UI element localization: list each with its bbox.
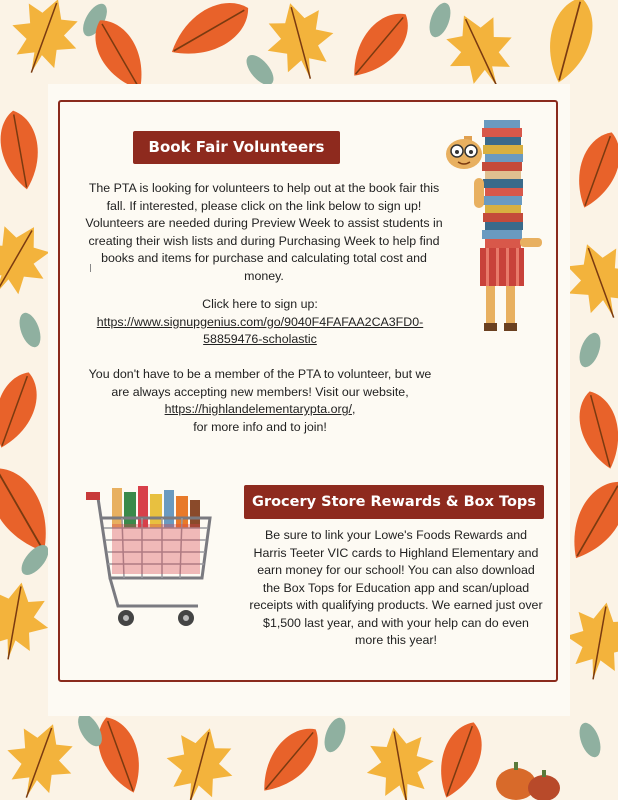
membership-text: You don't have to be a member of the PTA to volunteer, but we are always accepting new members! Visit our website, (88, 367, 432, 399)
book-fair-heading: Book Fair Volunteers (133, 131, 340, 164)
book-fair-intro: The PTA is looking for volunteers to help out at the book fair this fall. If interested, please click on the link below to sign up! Volunteers are needed during Preview Week to assist students in creating their wish lists and during Purchasing Week to help find books and items for purchase and calculating total cost and money. (85, 181, 443, 283)
membership-block (80, 366, 440, 436)
giraffe-with-books-illustration (440, 118, 550, 333)
pta-website-link[interactable]: https://highlandelementarypta.org/ (164, 402, 352, 416)
grocery-rewards-body: Be sure to link your Lowe's Foods Rewards and Harris Teeter VIC cards to Highland Elementary and earn money for our school! You can also download the Box Tops for Education app and scan/upload receipts with qualifying products. We earned just over $1,500 last year, and with your help can do even more this year! (249, 528, 543, 647)
grocery-rewards-heading: Grocery Store Rewards & Box Tops (244, 485, 544, 519)
membership-closing: for more info and to join! (193, 419, 327, 434)
signup-link[interactable]: https://www.signupgenius.com/go/9040F4FAFAA2CA3FD0-58859476-scholastic (96, 314, 424, 346)
signup-label: Click here to sign up: (202, 297, 318, 311)
grocery-cart-illustration (82, 478, 222, 630)
membership-comma: , (351, 402, 356, 416)
text-cursor-mark (90, 264, 91, 272)
signup-block (80, 296, 440, 349)
pumpkins-decoration (492, 752, 562, 800)
